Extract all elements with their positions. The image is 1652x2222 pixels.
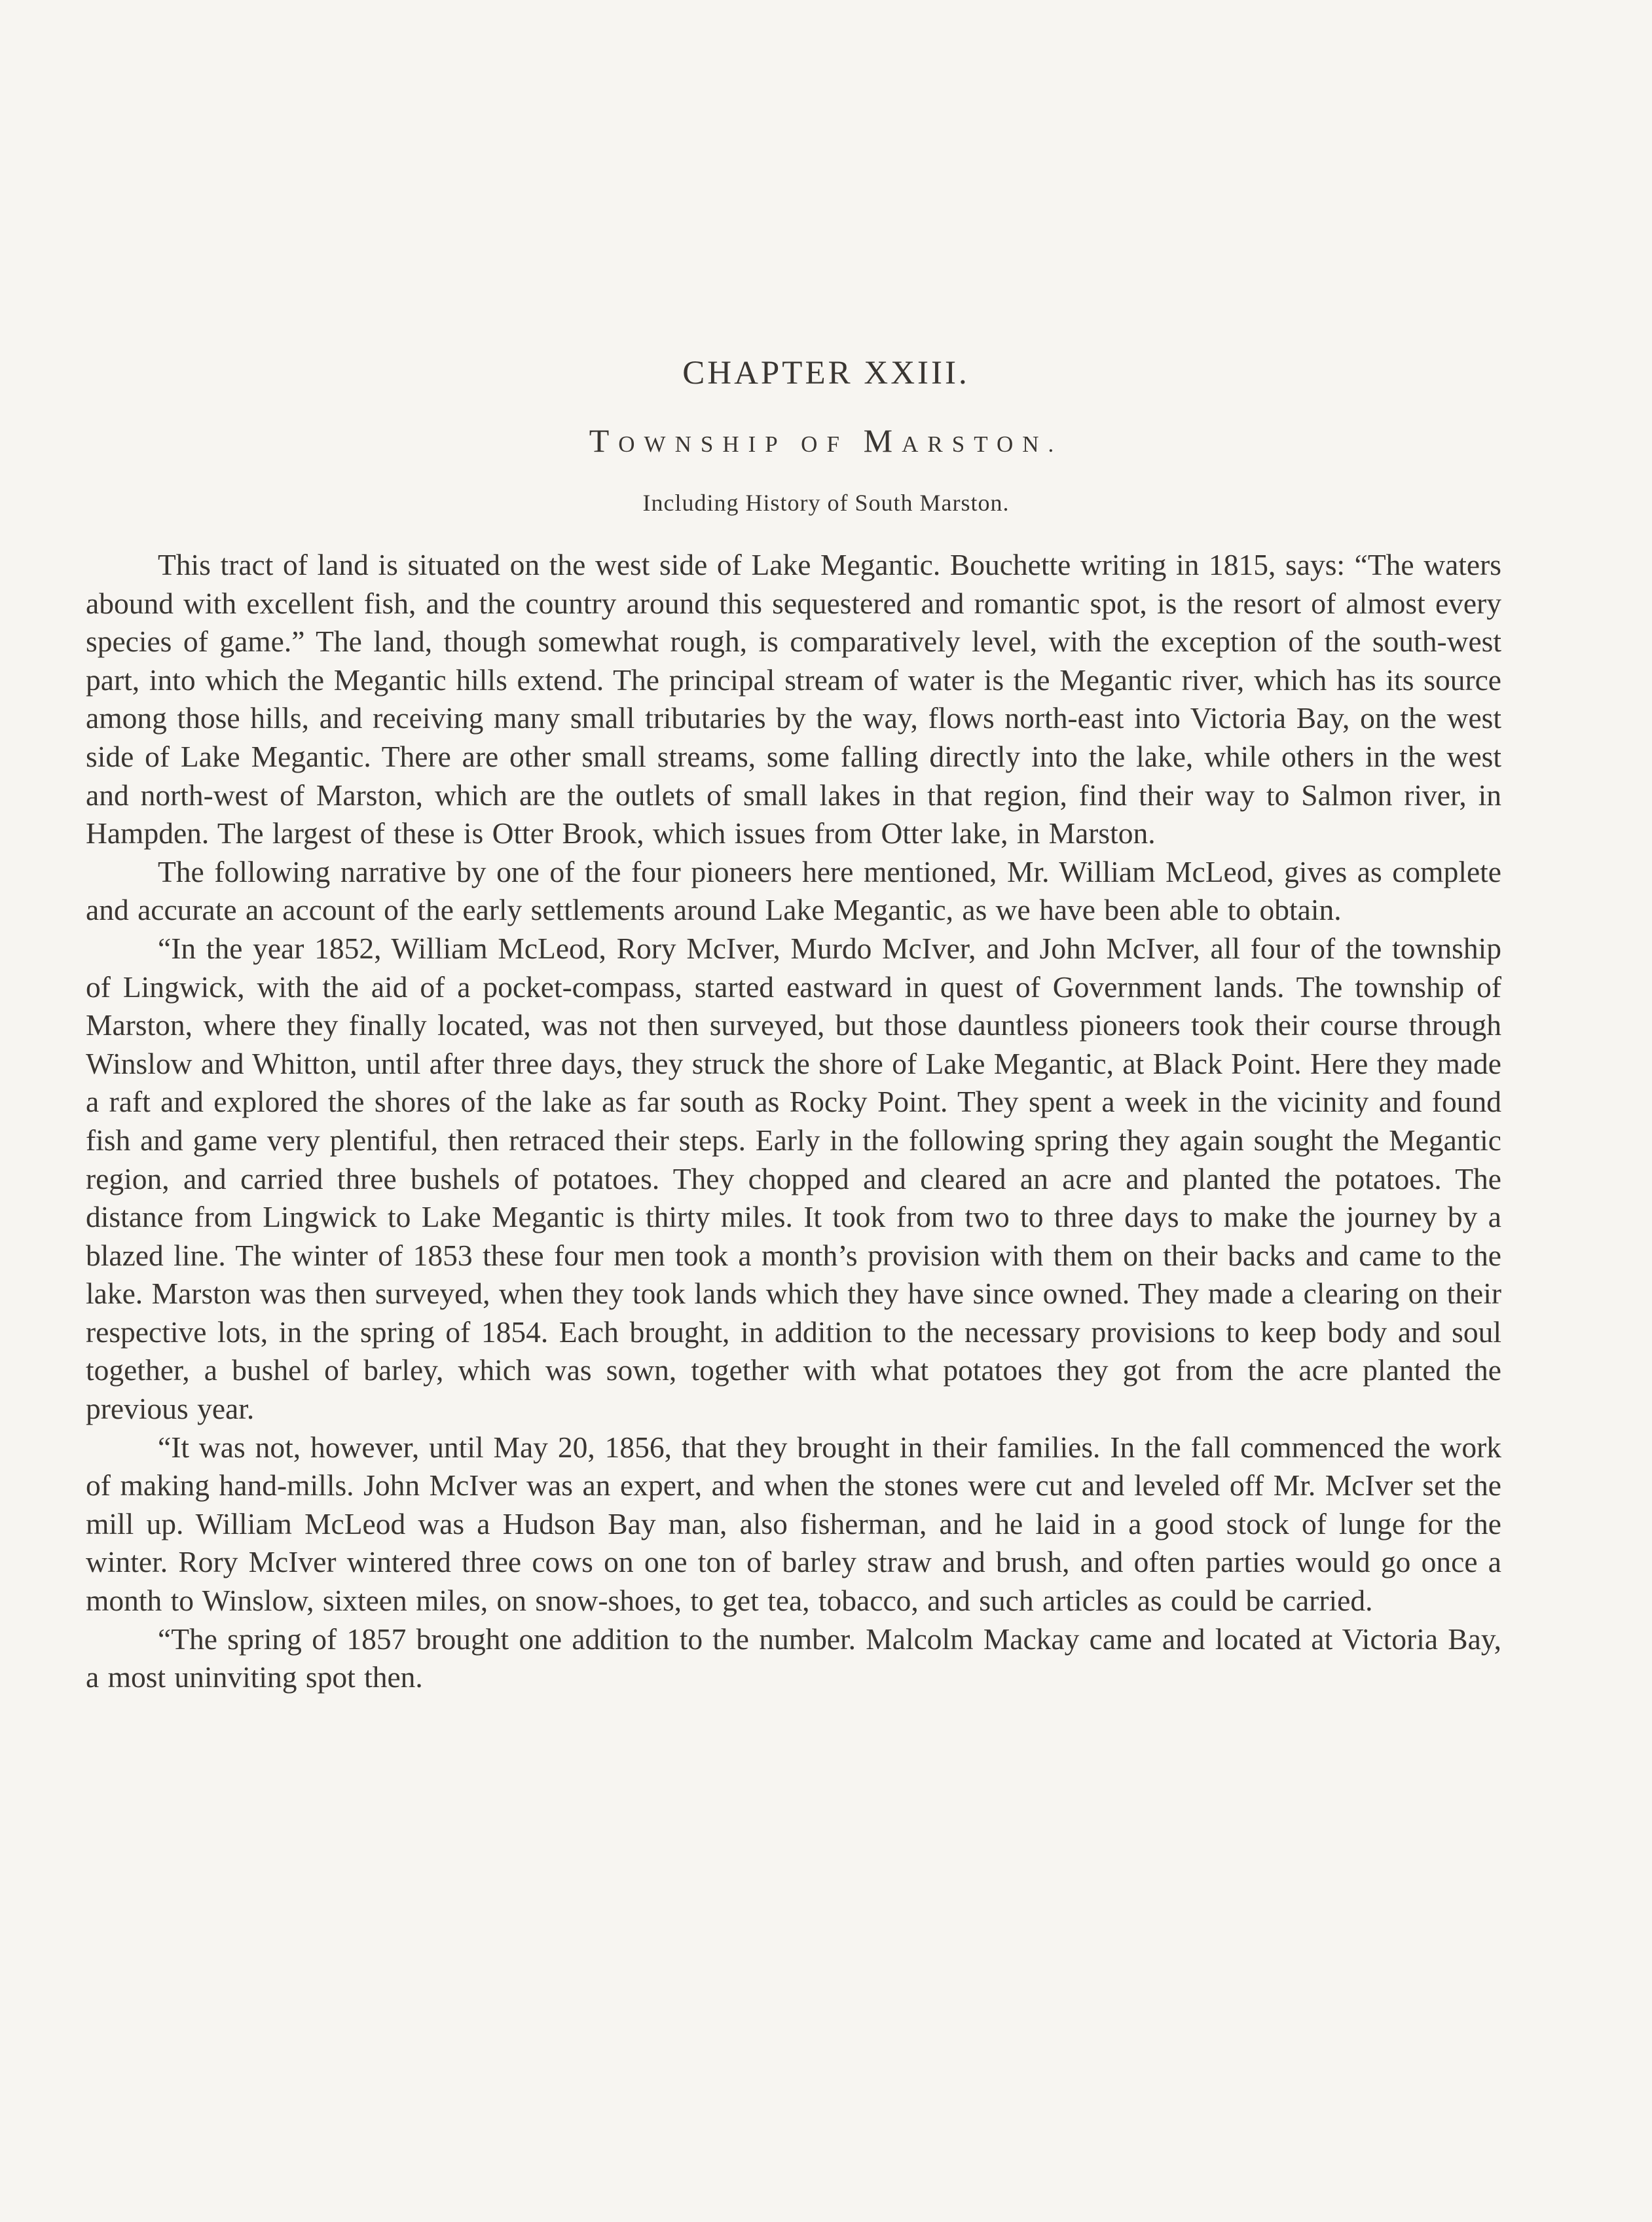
title-initial-township: T [589, 422, 619, 459]
paragraph: “The spring of 1857 brought one addition to the number. Malcolm Mackay came and located at Victoria Bay, a most uninviting spot then. [86, 1622, 1501, 1694]
chapter-title [0, 418, 1652, 467]
title-word-township: OWNSHIP OF [618, 431, 864, 457]
title-word-marston: ARSTON. [902, 431, 1063, 457]
chapter-heading: CHAPTER XXIII. [682, 355, 970, 392]
paragraph: The following narrative by one of the four pioneers here mentioned, Mr. William McLeod, gives as complete and accurate an account of the early settlements around Lake Megantic, as we have been able to obtain. [86, 854, 1501, 927]
paragraph: “It was not, however, until May 20, 1856, that they brought in their families. In the fall commenced the work of making hand-mills. John McIver was an expert, and when the stones were cut and leveled off Mr. McIver set the mill up. William McLeod was a Hudson Bay man, also fisherman, and he laid in a good stock of lunge for the winter. Rory McIver wintered three cows on one ton of barley straw and brush, and often parties would go once a month to Winslow, sixteen miles, on snow-shoes, to get tea, tobacco, and such articles as could be carried. [86, 1430, 1501, 1618]
body-text [86, 546, 1501, 1697]
paragraph: “In the year 1852, William McLeod, Rory McIver, Murdo McIver, and John McIver, all four of the township of Lingwick, with the aid of a pocket-compass, started eastward in quest of Government lands. The township of Marston, where they finally located, was not then surveyed, but those dauntless pioneers took their course through Winslow and Whitton, until after three days, they struck the shore of Lake Megantic, at Black Point. Here they made a raft and explored the shores of the lake as far south as Rocky Point. They spent a week in the vicinity and found fish and game very plentiful, then retraced their steps. Early in the following spring they again sought the Megantic region, and carried three bushels of potatoes. They chopped and cleared an acre and planted the potatoes. The distance from Lingwick to Lake Megantic is thirty miles. It took from two to three days to make the journey by a blazed line. The winter of 1853 these four men took a month’s provision with them on their backs and came to the lake. Marston was then surveyed, when they took lands which they have since owned. They made a clearing on their respective lots, in the spring of 1854. Each brought, in addition to the necessary provisions to keep body and soul together, a bushel of barley, which was sown, together with what potatoes they got from the acre planted the previous year. [86, 931, 1501, 1426]
paragraph: This tract of land is situated on the west side of Lake Megantic. Bouchette writing in 1815, says: “The waters abound with excellent fish, and the country around this sequestered and romantic spot, is the resort of almost every species of game.” The land, though somewhat rough, is comparatively level, with the exception of the south-west part, into which the Megantic hills extend. The principal stream of water is the Megantic river, which has its source among those hills, and receiving many small tributaries by the way, flows north-east into Victoria Bay, on the west side of Lake Megantic. There are other small streams, some falling directly into the lake, while others in the west and north-west of Marston, which are the outlets of small lakes in that region, find their way to Salmon river, in Hampden. The largest of these is Otter Brook, which issues from Otter lake, in Marston. [86, 548, 1501, 850]
chapter-subtitle: Including History of South Marston. [642, 490, 1010, 516]
title-initial-marston: M [863, 422, 902, 459]
